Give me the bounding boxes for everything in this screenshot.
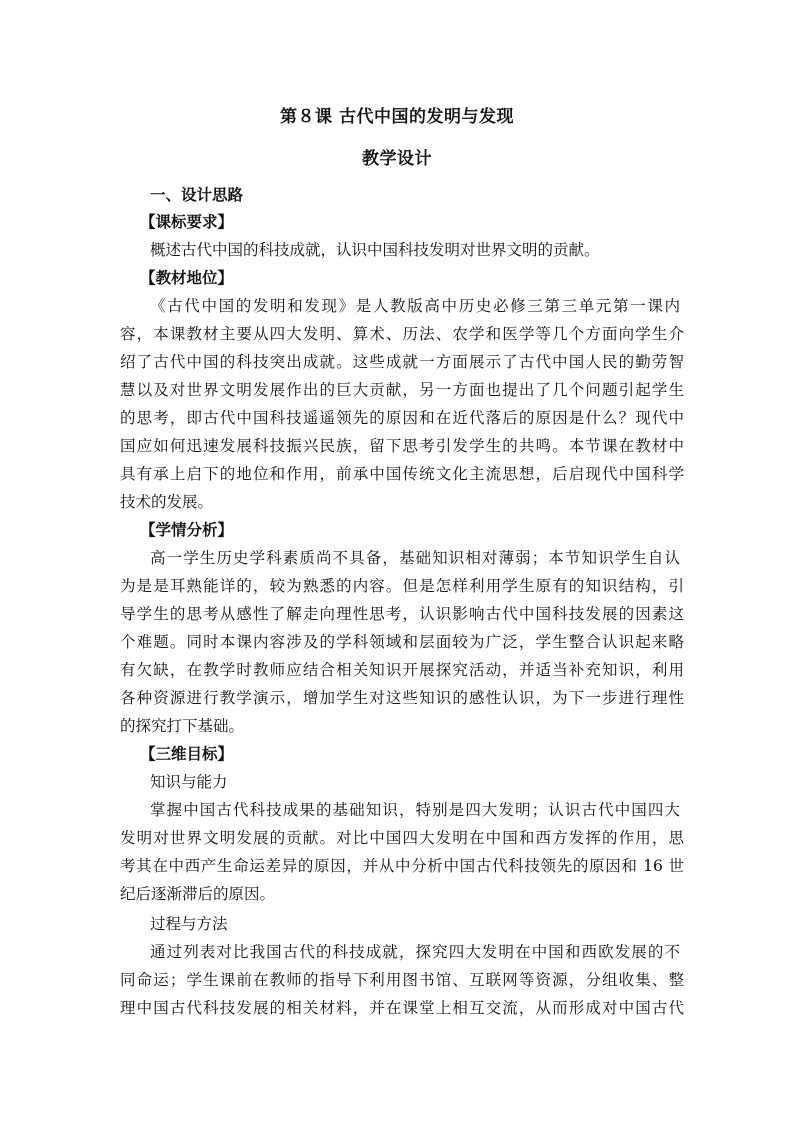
student-analysis-line: 导学生的思考从感性了解走向理性思考，认识影响古代中国科技发展的因素这 (120, 605, 684, 623)
knowledge-ability-line: 考其在中西产生命运差异的原因，并从中分析中国古代科技领先的原因和 16 世 (120, 857, 684, 875)
subheading-process-method: 过程与方法 (150, 915, 228, 933)
student-analysis-line: 为是是耳熟能详的，较为熟悉的内容。但是怎样利用学生原有的知识结构，引 (120, 577, 684, 595)
heading-textbook-position: 【教材地位】 (140, 269, 234, 287)
textbook-position-line: 的思考，即古代中国科技遥遥领先的原因和在近代落后的原因是什么？现代中 (120, 409, 684, 427)
textbook-position-line: 绍了古代中国的科技突出成就。这些成就一方面展示了古代中国人民的勤劳智 (120, 353, 684, 371)
heading-three-dimensional-goals: 【三维目标】 (140, 745, 234, 763)
process-method-line: 通过列表对比我国古代的科技成就，探究四大发明在中国和西欧发展的不 (150, 943, 680, 961)
curriculum-requirements-text: 概述古代中国的科技成就，认识中国科技发明对世界文明的贡献。 (150, 241, 600, 259)
student-analysis-line: 个难题。同时本课内容涉及的学科领域和层面较为广泛，学生整合认识起来略 (120, 633, 684, 651)
process-method-line: 理中国古代科技发展的相关材料，并在课堂上相互交流，从而形成对中国古代 (120, 999, 684, 1017)
subheading-knowledge-ability: 知识与能力 (150, 773, 228, 791)
document-subtitle: 教学设计 (362, 149, 432, 169)
process-method-line: 同命运；学生课前在教师的指导下利用图书馆、互联网等资源，分组收集、整 (120, 971, 684, 989)
heading-student-analysis: 【学情分析】 (140, 521, 234, 539)
student-analysis-line: 有欠缺，在教学时教师应结合相关知识开展探究活动，并适当补充知识，利用 (120, 661, 684, 679)
section-heading-design-idea: 一、设计思路 (150, 186, 244, 204)
heading-curriculum-requirements: 【课标要求】 (140, 213, 234, 231)
textbook-position-line: 技术的发展。 (120, 493, 214, 511)
knowledge-ability-line: 纪后逐渐滞后的原因。 (120, 885, 276, 903)
knowledge-ability-line: 发明对世界文明发展的贡献。对比中国四大发明在中国和西方发挥的作用，思 (120, 829, 684, 847)
knowledge-ability-line: 掌握中国古代科技成果的基础知识，特别是四大发明；认识古代中国四大 (150, 801, 680, 819)
textbook-position-line: 《古代中国的发明和发现》是人教版高中历史必修三第三单元第一课内 (150, 297, 680, 315)
textbook-position-line: 容，本课教材主要从四大发明、算术、历法、农学和医学等几个方面向学生介 (120, 325, 684, 343)
student-analysis-line: 各种资源进行教学演示，增加学生对这些知识的感性认识，为下一步进行理性 (120, 689, 684, 707)
student-analysis-line: 的探究打下基础。 (120, 717, 245, 735)
student-analysis-line: 高一学生历史学科素质尚不具备，基础知识相对薄弱；本节知识学生自认 (150, 549, 680, 567)
textbook-position-line: 具有承上启下的地位和作用，前承中国传统文化主流思想，后启现代中国科学 (120, 465, 684, 483)
lesson-title: 第８课 古代中国的发明与发现 (280, 107, 514, 127)
textbook-position-line: 国应如何迅速发展科技振兴民族，留下思考引发学生的共鸣。本节课在教材中 (120, 437, 684, 455)
textbook-position-line: 慧以及对世界文明发展作出的巨大贡献，另一方面也提出了几个问题引起学生 (120, 381, 684, 399)
